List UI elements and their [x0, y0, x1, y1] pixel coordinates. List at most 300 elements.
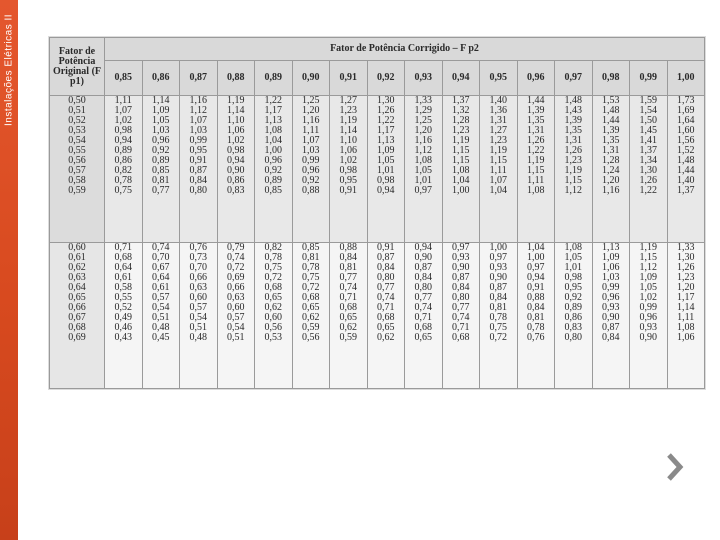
factor-value: 0,82 [114, 165, 132, 176]
factor-value: 1,02 [227, 135, 245, 146]
factor-value: 0,99 [639, 301, 657, 313]
factor-value: 0,96 [639, 311, 657, 323]
factor-value: 1,31 [602, 145, 620, 156]
factor-value: 1,03 [602, 271, 620, 283]
factor-value: 1,15 [527, 165, 545, 176]
factor-value: 0,91 [339, 185, 357, 196]
factor-cell [667, 96, 705, 243]
factor-value: 0,84 [602, 331, 620, 343]
factor-value: 1,14 [227, 105, 245, 116]
factor-value: 0,90 [227, 165, 245, 176]
factor-value: 0,99 [189, 135, 207, 146]
factor-value: 0,97 [452, 241, 470, 253]
factor-value: 1,10 [339, 135, 357, 146]
factor-value: 1,48 [602, 105, 620, 116]
factor-value: 1,26 [564, 145, 582, 156]
factor-value: 0,92 [302, 175, 320, 186]
original-fp-value: 0,55 [68, 145, 86, 156]
column-header: 0,87 [180, 61, 218, 96]
factor-value: 1,05 [152, 115, 170, 126]
factor-value: 1,60 [677, 125, 695, 136]
factor-value: 0,70 [152, 251, 170, 263]
factor-value: 0,61 [114, 271, 132, 283]
factor-value: 1,07 [114, 105, 132, 116]
factor-value: 0,73 [189, 251, 207, 263]
original-fp-value: 0,66 [68, 301, 86, 313]
factor-value: 0,77 [414, 291, 432, 303]
factor-value: 0,71 [452, 321, 470, 333]
factor-value: 0,94 [527, 271, 545, 283]
factor-value: 1,30 [639, 165, 657, 176]
factor-value: 1,11 [114, 95, 132, 106]
factor-value: 1,20 [677, 281, 695, 293]
factor-cell [592, 242, 630, 389]
factor-value: 0,84 [489, 291, 507, 303]
factor-value: 0,90 [602, 311, 620, 323]
factor-value: 1,01 [414, 175, 432, 186]
column-header: 0,96 [517, 61, 555, 96]
factor-value: 0,96 [302, 165, 320, 176]
factor-value: 0,80 [377, 271, 395, 283]
column-header: 1,00 [667, 61, 705, 96]
factor-value: 0,78 [489, 311, 507, 323]
factor-value: 0,65 [414, 331, 432, 343]
factor-value: 0,91 [377, 241, 395, 253]
factor-value: 1,11 [527, 175, 545, 186]
factor-value: 0,84 [189, 175, 207, 186]
factor-value: 1,09 [377, 145, 395, 156]
factor-value: 1,07 [302, 135, 320, 146]
factor-value: 1,20 [302, 105, 320, 116]
factor-value: 1,56 [677, 135, 695, 146]
table-row [50, 242, 705, 389]
factor-value: 1,36 [489, 105, 507, 116]
factor-value: 1,19 [639, 241, 657, 253]
factor-value: 0,43 [114, 331, 132, 343]
factor-value: 0,76 [189, 241, 207, 253]
factor-value: 0,59 [339, 331, 357, 343]
factor-value: 0,78 [302, 261, 320, 273]
factor-value: 1,19 [527, 155, 545, 166]
factor-value: 1,16 [602, 185, 620, 196]
factor-value: 1,39 [564, 115, 582, 126]
factor-value: 1,37 [677, 185, 695, 196]
factor-cell [630, 242, 668, 389]
factor-value: 1,53 [602, 95, 620, 106]
factor-value: 0,84 [377, 261, 395, 273]
factor-value: 0,63 [227, 291, 245, 303]
factor-value: 1,54 [639, 105, 657, 116]
sidebar-title: Instalações Elétricas II [3, 13, 15, 126]
factor-value: 0,89 [564, 301, 582, 313]
factor-cell [630, 96, 668, 243]
factor-value: 1,09 [602, 251, 620, 263]
factor-cell [105, 96, 143, 243]
factor-value: 1,14 [152, 95, 170, 106]
factor-cell [442, 242, 480, 389]
factor-cell [105, 242, 143, 389]
table-row [50, 96, 705, 243]
factor-value: 0,65 [377, 321, 395, 333]
factor-value: 0,72 [489, 331, 507, 343]
factor-value: 1,19 [227, 95, 245, 106]
factor-cell [405, 242, 443, 389]
factor-value: 1,01 [564, 261, 582, 273]
factor-value: 0,77 [152, 185, 170, 196]
factor-value: 0,78 [264, 251, 282, 263]
column-header: 0,93 [405, 61, 443, 96]
factor-value: 0,92 [152, 145, 170, 156]
column-header: 0,90 [292, 61, 330, 96]
factor-value: 1,37 [452, 95, 470, 106]
factor-value: 1,15 [452, 155, 470, 166]
factor-value: 1,12 [639, 261, 657, 273]
factor-cell [667, 242, 705, 389]
factor-value: 0,54 [189, 311, 207, 323]
factor-value: 0,80 [189, 185, 207, 196]
factor-value: 0,71 [339, 291, 357, 303]
factor-value: 0,81 [489, 301, 507, 313]
factor-value: 0,87 [602, 321, 620, 333]
factor-value: 1,64 [677, 115, 695, 126]
factor-value: 1,02 [339, 155, 357, 166]
column-header: 0,85 [105, 61, 143, 96]
column-header: 0,92 [367, 61, 405, 96]
factor-value: 1,45 [639, 125, 657, 136]
factor-cell [142, 96, 180, 243]
factor-value: 0,98 [114, 125, 132, 136]
factor-value: 0,48 [189, 331, 207, 343]
factor-value: 1,52 [677, 145, 695, 156]
factor-value: 0,96 [264, 155, 282, 166]
factor-value: 0,56 [302, 331, 320, 343]
factor-value: 1,25 [414, 115, 432, 126]
factor-value: 1,04 [452, 175, 470, 186]
factor-value: 1,02 [114, 115, 132, 126]
factor-value: 0,70 [189, 261, 207, 273]
factor-value: 0,93 [452, 251, 470, 263]
column-header: 0,89 [255, 61, 293, 96]
factor-value: 0,55 [114, 291, 132, 303]
factor-value: 1,10 [227, 115, 245, 126]
factor-value: 0,93 [602, 301, 620, 313]
factor-value: 0,92 [264, 165, 282, 176]
factor-cell [217, 96, 255, 243]
factor-value: 0,68 [264, 281, 282, 293]
factor-cell [555, 242, 593, 389]
factor-cell [292, 242, 330, 389]
factor-value: 0,89 [114, 145, 132, 156]
factor-value: 0,48 [152, 321, 170, 333]
factor-value: 0,81 [152, 175, 170, 186]
factor-value: 0,78 [527, 321, 545, 333]
original-fp-value: 0,62 [68, 261, 86, 273]
factor-value: 1,23 [564, 155, 582, 166]
factor-value: 1,08 [564, 241, 582, 253]
factor-value: 0,68 [377, 311, 395, 323]
factor-value: 1,08 [452, 165, 470, 176]
factor-value: 0,94 [414, 241, 432, 253]
factor-value: 0,49 [114, 311, 132, 323]
factor-value: 0,75 [489, 321, 507, 333]
factor-value: 0,84 [452, 281, 470, 293]
factor-value: 0,85 [152, 165, 170, 176]
factor-value: 0,46 [114, 321, 132, 333]
factor-value: 0,82 [264, 241, 282, 253]
factor-value: 1,40 [677, 175, 695, 186]
factor-value: 1,43 [564, 105, 582, 116]
factor-value: 1,16 [414, 135, 432, 146]
factor-value: 1,04 [264, 135, 282, 146]
factor-value: 1,13 [264, 115, 282, 126]
factor-value: 1,22 [377, 115, 395, 126]
factor-value: 0,71 [377, 301, 395, 313]
sidebar [0, 0, 18, 540]
factor-value: 0,81 [527, 311, 545, 323]
factor-value: 0,67 [152, 261, 170, 273]
factor-value: 0,62 [302, 311, 320, 323]
factor-value: 1,19 [452, 135, 470, 146]
column-header-row [50, 61, 705, 96]
factor-value: 0,45 [152, 331, 170, 343]
factor-value: 1,14 [339, 125, 357, 136]
factor-value: 0,52 [114, 301, 132, 313]
factor-value: 1,31 [564, 135, 582, 146]
factor-value: 1,08 [677, 321, 695, 333]
factor-value: 0,68 [114, 251, 132, 263]
factor-value: 0,97 [489, 251, 507, 263]
factor-value: 1,19 [339, 115, 357, 126]
factor-value: 1,13 [602, 241, 620, 253]
factor-value: 1,32 [452, 105, 470, 116]
factor-value: 1,16 [189, 95, 207, 106]
factor-cell [442, 96, 480, 243]
factor-value: 1,73 [677, 95, 695, 106]
original-fp-value: 0,57 [68, 165, 86, 176]
factor-value: 1,29 [414, 105, 432, 116]
factor-value: 0,81 [302, 251, 320, 263]
factor-value: 1,27 [339, 95, 357, 106]
factor-cell [255, 96, 293, 243]
factor-value: 0,94 [114, 135, 132, 146]
original-fp-value: 0,56 [68, 155, 86, 166]
factor-value: 0,60 [264, 311, 282, 323]
factor-value: 0,69 [227, 271, 245, 283]
factor-value: 1,11 [302, 125, 320, 136]
factor-value: 0,51 [227, 331, 245, 343]
factor-value: 0,86 [114, 155, 132, 166]
factor-value: 0,77 [377, 281, 395, 293]
factor-value: 0,89 [152, 155, 170, 166]
column-header: 0,88 [217, 61, 255, 96]
factor-cell [367, 242, 405, 389]
factor-value: 0,98 [564, 271, 582, 283]
factor-value: 1,15 [564, 175, 582, 186]
factor-value: 0,74 [339, 281, 357, 293]
factor-value: 0,65 [339, 311, 357, 323]
factor-value: 1,06 [677, 331, 695, 343]
factor-value: 0,90 [414, 251, 432, 263]
factor-value: 1,48 [677, 155, 695, 166]
factor-value: 0,64 [114, 261, 132, 273]
factor-value: 0,71 [414, 311, 432, 323]
column-header: 0,97 [555, 61, 593, 96]
factor-value: 1,39 [602, 125, 620, 136]
factor-value: 1,00 [527, 251, 545, 263]
factor-value: 1,16 [302, 115, 320, 126]
factor-value: 1,23 [452, 125, 470, 136]
factor-value: 0,84 [527, 301, 545, 313]
factor-cell [142, 242, 180, 389]
factor-cell [517, 96, 555, 243]
factor-cell [255, 242, 293, 389]
factor-value: 0,92 [564, 291, 582, 303]
factor-value: 0,53 [264, 331, 282, 343]
factor-value: 0,63 [189, 281, 207, 293]
original-fp-value: 0,52 [68, 115, 86, 126]
factor-value: 0,58 [114, 281, 132, 293]
original-fp-value: 0,54 [68, 135, 86, 146]
factor-value: 1,05 [414, 165, 432, 176]
factor-value: 0,59 [302, 321, 320, 333]
factor-value: 1,33 [677, 241, 695, 253]
factor-value: 0,86 [564, 311, 582, 323]
factor-value: 0,98 [339, 165, 357, 176]
factor-value: 1,23 [489, 135, 507, 146]
factor-value: 0,62 [264, 301, 282, 313]
original-fp-value: 0,64 [68, 281, 86, 293]
factor-value: 1,23 [677, 271, 695, 283]
factor-value: 0,79 [227, 241, 245, 253]
original-fp-value: 0,65 [68, 291, 86, 303]
factor-value: 0,87 [414, 261, 432, 273]
factor-cell [517, 242, 555, 389]
factor-value: 1,00 [489, 241, 507, 253]
factor-value: 1,12 [189, 105, 207, 116]
factor-value: 0,87 [452, 271, 470, 283]
factor-value: 1,34 [639, 155, 657, 166]
original-fp-value: 0,53 [68, 125, 86, 136]
factor-value: 1,40 [489, 95, 507, 106]
factor-value: 1,19 [489, 145, 507, 156]
factor-value: 0,84 [339, 251, 357, 263]
factor-value: 0,77 [452, 301, 470, 313]
factor-value: 1,15 [489, 155, 507, 166]
factor-value: 1,09 [639, 271, 657, 283]
factor-value: 1,06 [339, 145, 357, 156]
factor-value: 1,05 [564, 251, 582, 263]
factor-value: 1,35 [564, 125, 582, 136]
factor-value: 0,94 [377, 185, 395, 196]
column-header: 0,95 [480, 61, 518, 96]
factor-value: 0,68 [414, 321, 432, 333]
factor-value: 0,85 [302, 241, 320, 253]
column-header: 0,94 [442, 61, 480, 96]
factor-value: 1,27 [489, 125, 507, 136]
factor-value: 0,86 [227, 175, 245, 186]
factor-value: 0,88 [302, 185, 320, 196]
factor-value: 1,12 [564, 185, 582, 196]
factor-value: 0,80 [414, 281, 432, 293]
factor-value: 0,87 [377, 251, 395, 263]
factor-value: 0,71 [114, 241, 132, 253]
factor-value: 0,80 [564, 331, 582, 343]
original-fp-value: 0,58 [68, 175, 86, 186]
factor-value: 0,62 [377, 331, 395, 343]
factor-value: 0,72 [302, 281, 320, 293]
factor-value: 1,26 [377, 105, 395, 116]
factor-value: 0,51 [152, 311, 170, 323]
factor-cell [330, 242, 368, 389]
column-header: 0,86 [142, 61, 180, 96]
factor-value: 0,90 [639, 331, 657, 343]
factor-cell [180, 242, 218, 389]
factor-value: 1,15 [452, 145, 470, 156]
factor-value: 0,76 [527, 331, 545, 343]
factor-value: 1,19 [564, 165, 582, 176]
original-fp-value: 0,67 [68, 311, 86, 323]
factor-value: 1,30 [677, 251, 695, 263]
column-header: 0,99 [630, 61, 668, 96]
factor-value: 1,26 [677, 261, 695, 273]
factor-value: 0,74 [452, 311, 470, 323]
factor-value: 1,05 [639, 281, 657, 293]
factor-value: 1,33 [414, 95, 432, 106]
factor-cell [592, 96, 630, 243]
factor-cell [217, 242, 255, 389]
factor-value: 0,91 [189, 155, 207, 166]
original-fp-value: 0,50 [68, 95, 86, 106]
column-header: 0,98 [592, 61, 630, 96]
table-body [50, 96, 705, 389]
factor-value: 0,74 [414, 301, 432, 313]
factor-value: 0,61 [152, 281, 170, 293]
factor-value: 0,77 [339, 271, 357, 283]
factor-value: 0,54 [152, 301, 170, 313]
factor-value: 0,88 [527, 291, 545, 303]
factor-value: 1,28 [452, 115, 470, 126]
factor-value: 0,94 [227, 155, 245, 166]
factor-value: 1,13 [377, 135, 395, 146]
factor-value: 0,65 [264, 291, 282, 303]
factor-value: 1,59 [639, 95, 657, 106]
column-header: 0,91 [330, 61, 368, 96]
factor-value: 1,03 [189, 125, 207, 136]
factor-value: 1,12 [414, 145, 432, 156]
factor-value: 0,99 [602, 281, 620, 293]
factor-value: 1,20 [414, 125, 432, 136]
factor-value: 1,44 [602, 115, 620, 126]
factor-value: 1,37 [639, 145, 657, 156]
factor-value: 1,09 [152, 105, 170, 116]
factor-value: 0,68 [452, 331, 470, 343]
factor-value: 0,95 [189, 145, 207, 156]
factor-value: 1,03 [302, 145, 320, 156]
factor-value: 1,17 [377, 125, 395, 136]
factor-value: 0,68 [302, 291, 320, 303]
factor-value: 0,96 [152, 135, 170, 146]
factor-value: 1,50 [639, 115, 657, 126]
factor-value: 1,08 [414, 155, 432, 166]
factor-value: 0,85 [264, 185, 282, 196]
factor-value: 1,69 [677, 105, 695, 116]
factor-value: 1,44 [527, 95, 545, 106]
factor-value: 1,48 [564, 95, 582, 106]
factor-value: 1,39 [527, 105, 545, 116]
chevron-right-icon[interactable] [664, 452, 684, 482]
factor-value: 1,07 [189, 115, 207, 126]
factor-value: 1,44 [677, 165, 695, 176]
